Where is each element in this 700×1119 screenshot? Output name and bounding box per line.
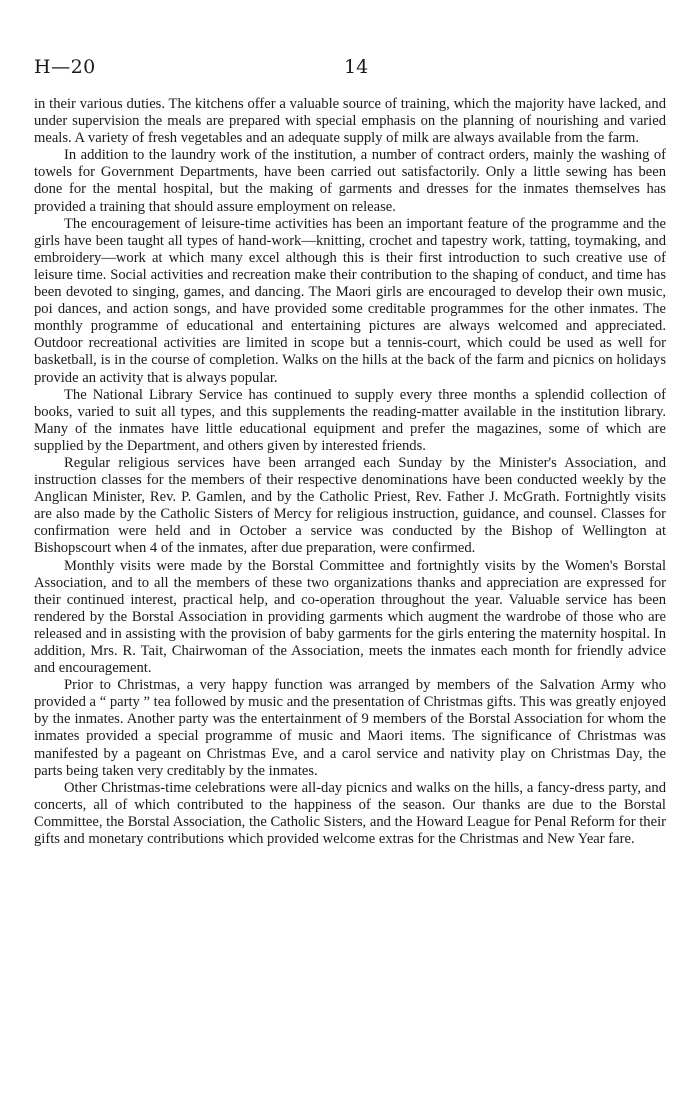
page-number: 14 (344, 56, 369, 78)
paragraph-christmas-celebrations: Other Christmas-time celebrations were all-day picnics and walks on the hills, a fancy-dress party, and concerts, all of which contributed to the happiness of the season. Our thanks are due to the Borstal Committee, the Borstal Association, the Catholic Sisters, and the Howard League for Penal Reform for their gifts and monetary contributions which provided welcome extras for the Christmas and New Year fare. (34, 779, 666, 848)
paragraph-leisure-activities: The encouragement of leisure-time activities has been an important feature of the programme and the girls have been taught all types of hand-work—knitting, crochet and tapestry work, tatting, toymaking, and embroidery—work at which many excel although this is their first introduction to such creative use of leisure time. Social activities and recreation make their contribution to the shaping of conduct, and time has been devoted to singing, games, and dancing. The Maori girls are encouraged to develop their own music, poi dances, and action songs, and have provided some creditable programmes for the other inmates. The monthly programme of educational and entertaining pictures are always welcomed and appreciated. Outdoor recreational activities are limited in scope but a tennis-court, which could be used as well for basketball, is in the course of completion. Walks on the hills at the back of the farm and picnics on holidays provide an activity that is always popular. (34, 215, 666, 386)
paragraph-library-service: The National Library Service has continued to supply every three months a splendid collection of books, varied to suit all types, and this supplements the reading-matter available in the institution library. Many of the inmates have little educational equipment and prefer the magazines, some of which are supplied by the Department, and others given by interested friends. (34, 386, 666, 454)
paragraph-kitchens: in their various duties. The kitchens offer a valuable source of training, which the majority have lacked, and under supervision the meals are prepared with special emphasis on the planning of nourishing and varied meals. A variety of fresh vegetables and an adequate supply of milk are always available from the farm. (34, 96, 666, 147)
paragraph-religious-services: Regular religious services have been arranged each Sunday by the Minister's Association, and instruction classes for the members of their respective denominations have been conducted weekly by the Anglican Minister, Rev. P. Gamlen, and by the Catholic Priest, Rev. Father J. McGrath. Fortnightly visits are also made by the Catholic Sisters of Mercy for religious instruction, guidance, and counsel. Classes for confirmation were held and in October a service was conducted by the Bishop of Wellington at Bishopscourt when 4 of the inmates, after due preparation, were confirmed. (34, 454, 666, 557)
paragraph-borstal-visits: Monthly visits were made by the Borstal Committee and fortnightly visits by the Women's Borstal Association, and to all the members of these two organizations thanks and appreciation are expressed for their continued interest, practical help, and co-operation throughout the year. Valuable service has been rendered by the Borstal Association in providing garments which augment the wardrobe of those who are released and in assisting with the provision of baby garments for the girls entering the maternity hospital. In addition, Mrs. R. Tait, Chairwoman of the Association, meets the inmates each month for friendly advice and encouragement. (34, 557, 666, 677)
paragraph-christmas-function: Prior to Christmas, a very happy function was arranged by members of the Salvation Army who provided a “ party ” tea followed by music and the presentation of Christmas gifts. This was greatly enjoyed by the inmates. Another party was the entertainment of 9 members of the Borstal Association for whom the inmates provided a special programme of music and Maori items. The significance of Christmas was manifested by a pageant on Christmas Eve, and a carol service and nativity play on Christmas Day, the parts being taken very creditably by the inmates. (34, 677, 666, 779)
document-reference: H—20 (34, 56, 96, 78)
paragraph-laundry: In addition to the laundry work of the institution, a number of contract orders, mainly the washing of towels for Government Departments, have been carried out satisfactorily. Only a little sewing has been done for the mental hospital, but the making of garments and dresses for the inmates themselves has provided a training that should assure employment on release. (34, 147, 666, 215)
body-text (34, 96, 666, 848)
page-header (34, 56, 666, 80)
